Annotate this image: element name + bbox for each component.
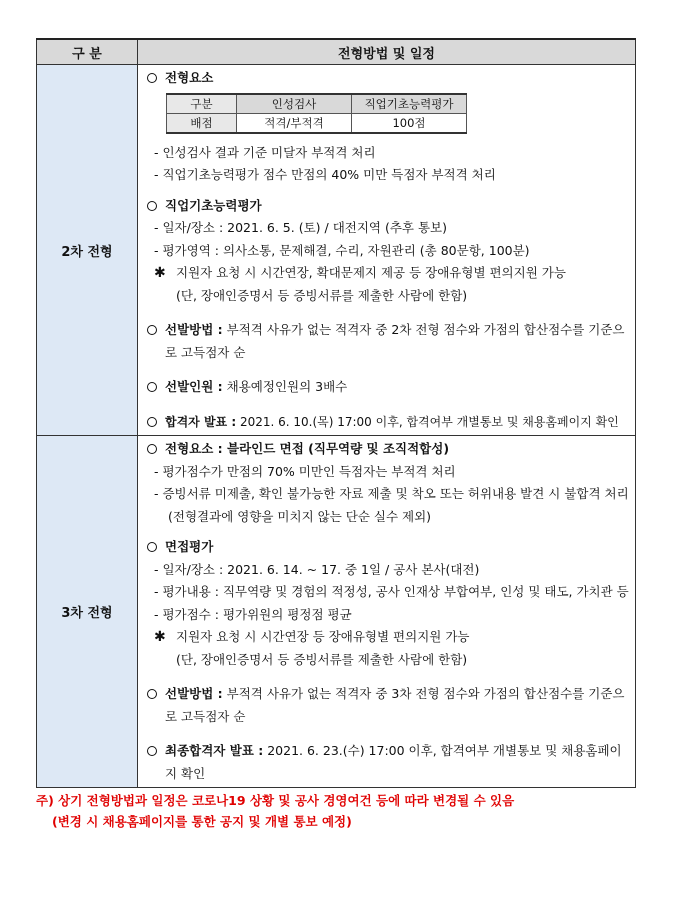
list-item: - 증빙서류 미제출, 확인 불가능한 자료 제출 및 착오 또는 허위내용 발견 시 불합격 처리(전형결과에 영향을 미치지 않는 단순 실수 제외) bbox=[146, 483, 629, 528]
score-header-cell: 구분 bbox=[167, 94, 237, 114]
header-category: 구 분 bbox=[37, 39, 138, 65]
stage2-announce: 합격자 발표 : 2021. 6. 10.(목) 17:00 이후, 합격여부 개별통보 및 채용홈페이지 확인 bbox=[146, 411, 629, 434]
stage3-content bbox=[138, 436, 636, 788]
circle-bullet-icon bbox=[147, 542, 157, 552]
list-item: - 평가영역 : 의사소통, 문제해결, 수리, 자원관리 (총 80문항, 100분) bbox=[146, 240, 629, 263]
document-page bbox=[36, 38, 636, 832]
stage2-elements-title: 전형요소 bbox=[146, 67, 629, 90]
circle-bullet-icon bbox=[147, 325, 157, 335]
score-cell: 100점 bbox=[352, 113, 467, 133]
circle-bullet-icon bbox=[147, 201, 157, 211]
accommodation-note: ✱ 지원자 요청 시 시간연장, 확대문제지 제공 등 장애유형별 편의지원 가능 bbox=[146, 262, 629, 285]
stage3-label: 3차 전형 bbox=[37, 436, 138, 788]
score-cell: 적격/부적격 bbox=[237, 113, 352, 133]
list-item: - 평가점수 : 평가위원의 평정점 평균 bbox=[146, 604, 629, 627]
stage2-label: 2차 전형 bbox=[37, 65, 138, 436]
stage3-announce: 최종합격자 발표 : 2021. 6. 23.(수) 17:00 이후, 합격여부 개별통보 및 채용홈페이지 확인 bbox=[146, 740, 629, 785]
stage3-row bbox=[37, 436, 636, 788]
stage3-selection: 선발방법 : 부적격 사유가 없는 적격자 중 3차 전형 점수와 가점의 합산점수를 기준으로 고득점자 순 bbox=[146, 683, 629, 728]
score-table-row bbox=[167, 113, 467, 133]
circle-bullet-icon bbox=[147, 444, 157, 454]
footnote-line-1: 주) 상기 전형방법과 일정은 코로나19 상황 및 공사 경영여건 등에 따라 변경될 수 있음 bbox=[36, 793, 515, 808]
asterisk-icon: ✱ bbox=[154, 629, 166, 645]
footnote bbox=[36, 790, 636, 832]
score-table bbox=[166, 93, 467, 134]
header-method: 전형방법 및 일정 bbox=[138, 39, 636, 65]
circle-bullet-icon bbox=[147, 746, 157, 756]
table-header-row bbox=[37, 39, 636, 65]
score-cell: 배점 bbox=[167, 113, 237, 133]
list-item: - 직업기초능력평가 점수 만점의 40% 미만 득점자 부적격 처리 bbox=[146, 164, 629, 187]
stage3-elements-title: 전형요소 : 블라인드 면접 (직무역량 및 조직적합성) bbox=[146, 438, 629, 461]
stage2-row bbox=[37, 65, 636, 436]
footnote-line-2: (변경 시 채용홈페이지를 통한 공지 및 개별 통보 예정) bbox=[52, 814, 352, 829]
stage2-content bbox=[138, 65, 636, 436]
stage3-interview-title: 면접평가 bbox=[146, 536, 629, 559]
circle-bullet-icon bbox=[147, 689, 157, 699]
schedule-table bbox=[36, 38, 636, 788]
circle-bullet-icon bbox=[147, 382, 157, 392]
list-item: - 일자/장소 : 2021. 6. 14. ~ 17. 중 1일 / 공사 본사(대전) bbox=[146, 559, 629, 582]
score-header-cell: 인성검사 bbox=[237, 94, 352, 114]
accommodation-condition: (단, 장애인증명서 등 증빙서류를 제출한 사람에 한함) bbox=[176, 651, 468, 667]
circle-bullet-icon bbox=[147, 73, 157, 83]
list-item: - 인성검사 결과 기준 미달자 부적격 처리 bbox=[146, 142, 629, 165]
list-item: - 평가점수가 만점의 70% 미만인 득점자는 부적격 처리 bbox=[146, 461, 629, 484]
accommodation-note: ✱ 지원자 요청 시 시간연장 등 장애유형별 편의지원 가능 bbox=[146, 626, 629, 649]
score-table-header bbox=[167, 94, 467, 114]
stage2-selection: 선발방법 : 부적격 사유가 없는 적격자 중 2차 전형 점수와 가점의 합산점수를 기준으로 고득점자 순 bbox=[146, 319, 629, 364]
circle-bullet-icon bbox=[147, 417, 157, 427]
accommodation-condition: (단, 장애인증명서 등 증빙서류를 제출한 사람에 한함) bbox=[176, 287, 468, 303]
stage2-evaluation-title: 직업기초능력평가 bbox=[146, 195, 629, 218]
list-item: - 일자/장소 : 2021. 6. 5. (토) / 대전지역 (추후 통보) bbox=[146, 217, 629, 240]
asterisk-icon: ✱ bbox=[154, 265, 166, 281]
score-header-cell: 직업기초능력평가 bbox=[352, 94, 467, 114]
list-item: - 평가내용 : 직무역량 및 경험의 적정성, 공사 인재상 부합여부, 인성 및 태도, 가치관 등 bbox=[146, 581, 629, 604]
stage2-count: 선발인원 : 채용예정인원의 3배수 bbox=[146, 376, 629, 399]
